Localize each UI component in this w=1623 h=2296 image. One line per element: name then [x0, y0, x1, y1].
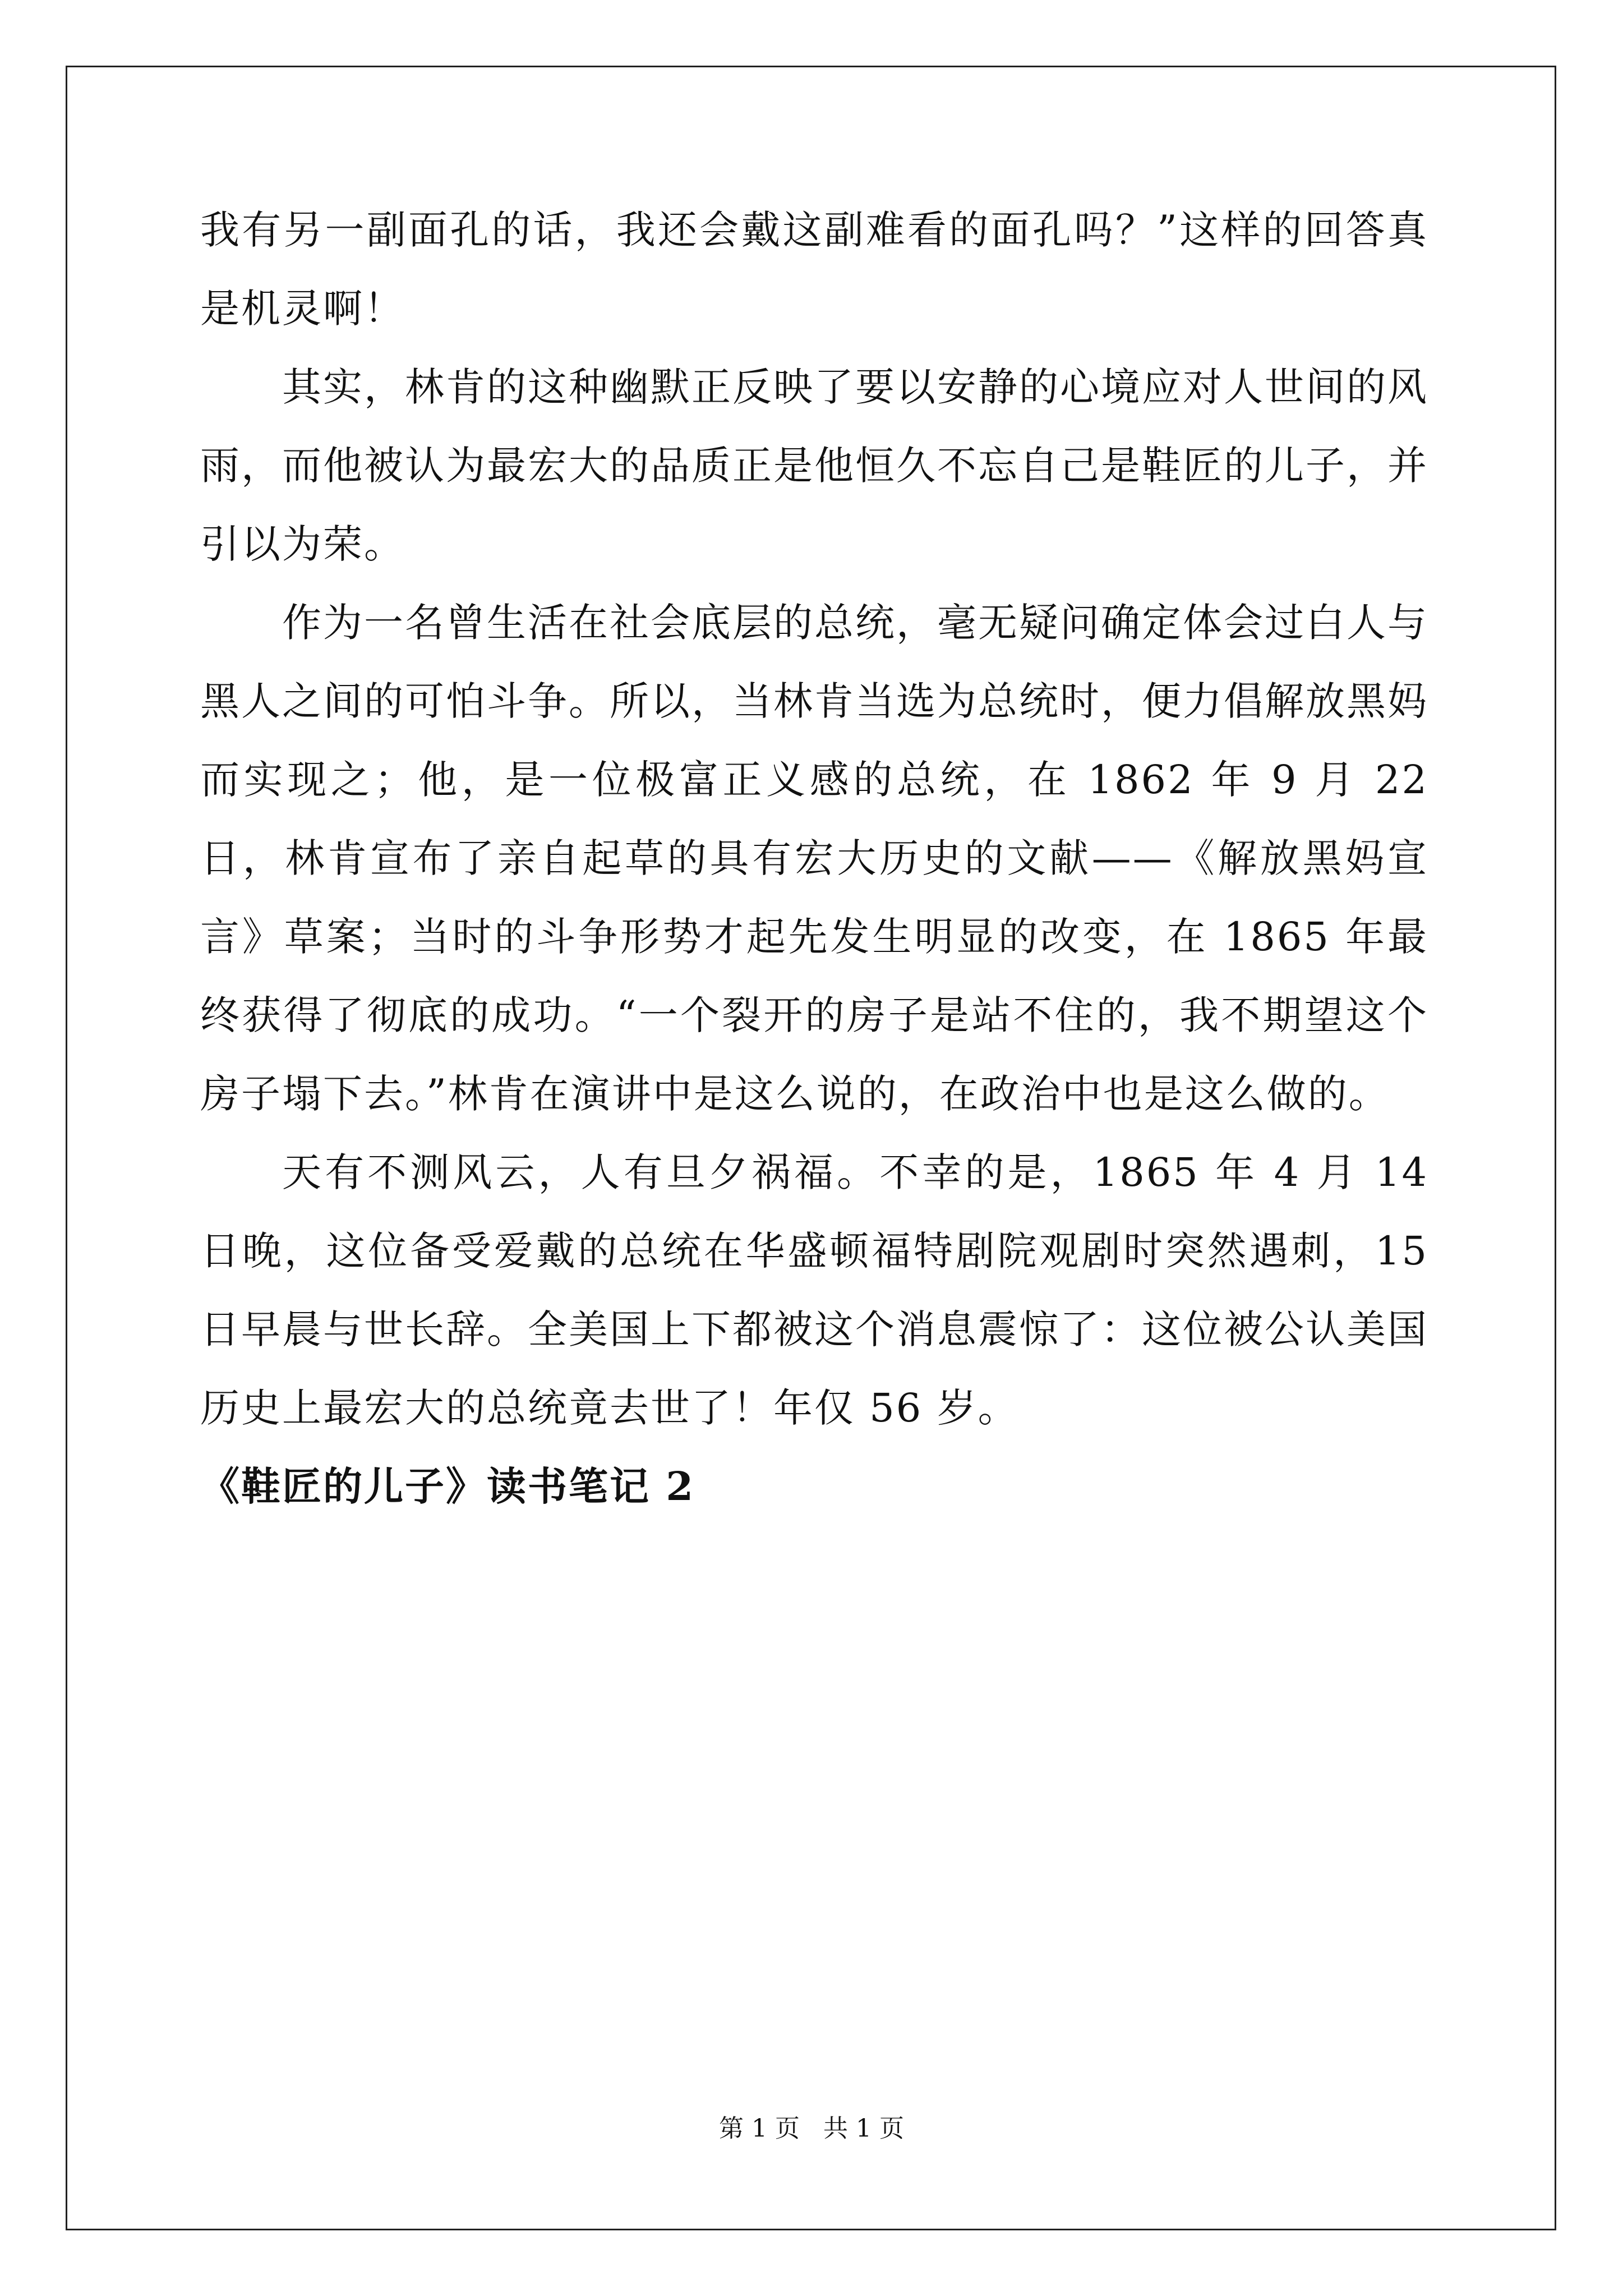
paragraph-1: 我有另一副面孔的话，我还会戴这副难看的面孔吗？”这样的回答真是机灵啊！ — [200, 207, 1428, 332]
section-heading: 《鞋匠的儿子》读书笔记 2 — [200, 1463, 695, 1510]
document-body — [200, 191, 1428, 1526]
page-footer: 第 1 页 共 1 页 — [719, 2114, 904, 2143]
paragraph-3: 作为一名曾生活在社会底层的总统，毫无疑问确定体会过白人与黑人之间的可怕斗争。所以，当林肯当选为总统时，便力倡解放黑妈而实现之；他，是一位极富正义感的总统，在 1862 年 9 月 22 日，林肯宣布了亲自起草的具有宏大历史的文献——《解放黑妈宣言》草案；当时的斗争形势才起先发生明显的改变，在 1865 年最终获得了彻底的成功。“一个裂开的房子是站不住的，我不期望这个房子塌下去。”林肯在演讲中是这么说的，在政治中也是这么做的。 — [200, 600, 1428, 1117]
paragraph-2: 其实，林肯的这种幽默正反映了要以安静的心境应对人世间的风雨，而他被认为最宏大的品质正是他恒久不忘自己是鞋匠的儿子，并引以为荣。 — [200, 364, 1428, 567]
paragraph-4: 天有不测风云，人有旦夕祸福。不幸的是，1865 年 4 月 14 日晚，这位备受爱戴的总统在华盛顿福特剧院观剧时突然遇刺，15 日早晨与世长辞。全美国上下都被这个消息震惊了：这位被公认美国历史上最宏大的总统竟去世了！年仅 56 岁。 — [200, 1149, 1428, 1431]
